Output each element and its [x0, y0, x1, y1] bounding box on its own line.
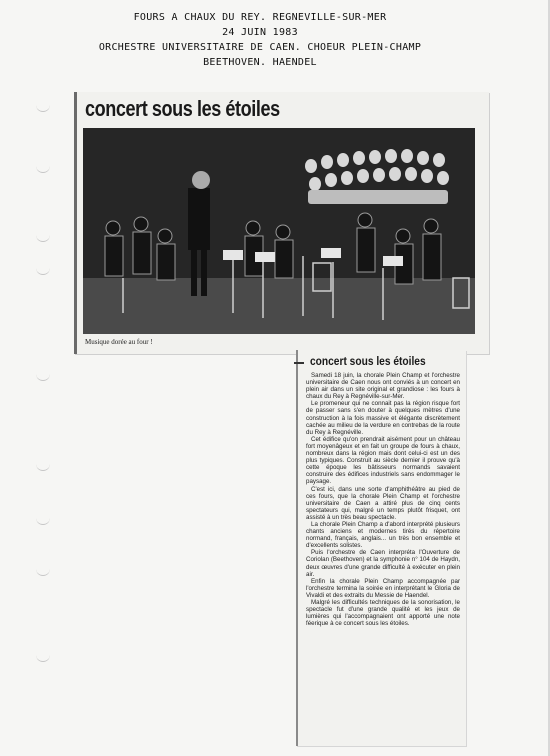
newspaper-clipping-article [296, 350, 466, 746]
handwritten-header [60, 10, 460, 70]
article-paragraph: Le promeneur qui ne connait pas la région risque fort de passer sans s'en douter à quelques mètres d'une construction à la fois massive et élégante discrètement cachée au milieu de la verdure en contrebas de la route du Rey à Regnéville. [306, 400, 460, 436]
article-paragraph: La chorale Plein Champ a d'abord interprété plusieurs chants anciens et modernes tirés du répertoire normand, français, anglais... un très bon ensemble et d'excellents solistes. [306, 520, 460, 550]
clipping-headline: concert sous les étoiles [85, 96, 280, 121]
orchestra-photo-illustration [83, 128, 475, 334]
article-paragraph: Cet édifice qu'on prendrait aisément pour un château fort moyenâgeux et en fait un groupe de fours à chaux, nombreux dans la région mais dont celui-ci est un des plus typiques. Construit au siècle dernier il prouve qu'à cette époque les bâtisseurs normands savaient construire des édifices industriels sans endommager le paysage. [306, 435, 460, 486]
concert-photo [83, 128, 475, 334]
newspaper-clipping-photo [74, 92, 489, 354]
article-paragraph: Malgré les difficultés techniques de la sonorisation, le spectacle fut d'une grande qualité et les jeux de lumières qui l'accompagnaient ont apporté une note féerique à ce concert sous les étoiles. [306, 599, 460, 628]
article-body [306, 372, 460, 627]
article-title: concert sous les étoiles [310, 354, 426, 368]
article-paragraph: C'est ici, dans une sorte d'amphithéâtre au pied de ces fours, que la chorale Plein Champ et l'orchestre universitaire de Caen a attiré plus de cinq cents spectateurs qui, malgré un temps plutôt frisquet, ont assisté à un très beau spectacle. [306, 485, 460, 521]
header-performers: ORCHESTRE UNIVERSITAIRE DE CAEN. CHOEUR PLEIN-CHAMP [98, 42, 422, 53]
photo-caption: Musique dorée au four ! [85, 338, 153, 346]
article-paragraph: Enfin la chorale Plein Champ accompagnée par l'orchestre termina la soirée en interprétant le Gloria de Vivaldi et des extraits du Messie de Haendel. [306, 577, 460, 599]
header-date: 24 JUIN 1983 [222, 27, 298, 38]
header-composers: BEETHOVEN. HAENDEL [203, 57, 317, 68]
title-rule [294, 362, 304, 364]
header-location: FOURS A CHAUX DU REY. REGNEVILLE-SUR-MER [133, 12, 387, 23]
article-paragraph: Samedi 18 juin, la chorale Plein Champ et l'orchestre universitaire de Caen nous ont conviés à un concert en plein air dans un site original et grandiose : les fours à chaux du Rey à Regnéville-sur-Mer. [306, 372, 460, 401]
article-paragraph: Puis l'orchestre de Caen interpréta l'Ouverture de Coriolan (Beethoven) et la symphonie n° 104 de Haydn, deux œuvres d'une grande difficulté à exécuter en plein air. [306, 549, 460, 578]
